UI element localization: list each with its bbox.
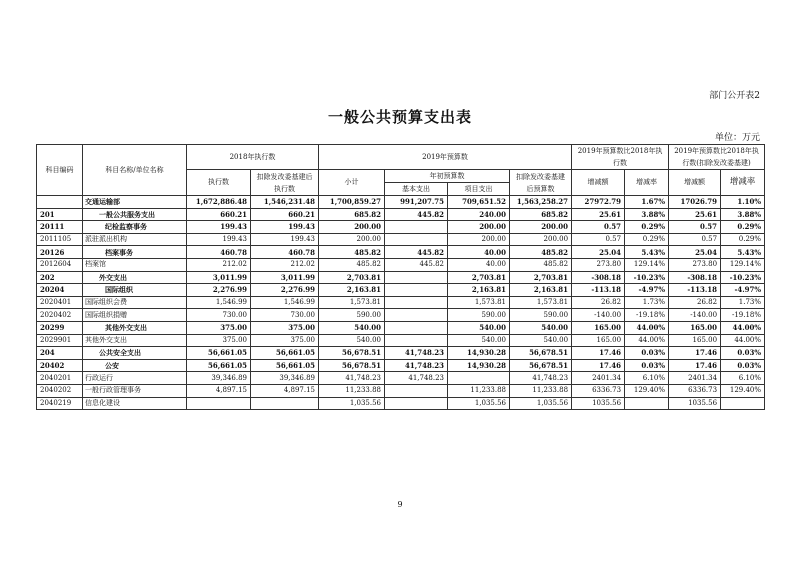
cell-compare-amount: -113.18 [572,284,625,297]
cell-2019-project [448,372,510,385]
header-compare-excl-group: 2019年预算数比2018年执行数(扣除发改委基建) [669,145,765,170]
cell-2019-basic [385,321,448,334]
cell-2018-exec-excl: 375.00 [251,334,319,347]
cell-2019-budget-excl: 11,233.88 [510,384,572,397]
cell-name: 派驻派出机构 [83,233,187,246]
cell-2019-basic: 991,207.75 [385,196,448,209]
cell-2019-project: 709,651.52 [448,196,510,209]
cell-2018-exec [187,397,251,410]
header-2019-subtotal: 小计 [319,170,385,196]
cell-2019-subtotal: 2,163.81 [319,284,385,297]
cell-compare-excl-amount: -113.18 [669,284,721,297]
cell-code: 2040202 [37,384,83,397]
cell-name: 信息化建设 [83,397,187,410]
cell-2019-basic [385,384,448,397]
cell-2018-exec-excl [251,397,319,410]
cell-compare-rate: 6.10% [625,372,669,385]
cell-2019-budget-excl: 200.00 [510,221,572,234]
cell-compare-rate: -19.18% [625,309,669,322]
table-row [37,397,765,410]
cell-2019-basic [385,296,448,309]
cell-code: 2012604 [37,258,83,271]
cell-2019-budget-excl: 2,703.81 [510,271,572,284]
cell-2019-basic: 445.82 [385,258,448,271]
cell-2019-budget-excl: 1,573.81 [510,296,572,309]
cell-2018-exec: 4,897.15 [187,384,251,397]
cell-code: 201 [37,208,83,221]
table-row [37,284,765,297]
table-row [37,233,765,246]
cell-compare-excl-amount: 273.80 [669,258,721,271]
cell-compare-amount: 17.46 [572,359,625,372]
cell-2019-budget-excl: 1,035.56 [510,397,572,410]
cell-compare-excl-rate: -10.23% [721,271,765,284]
header-2019-project: 项目支出 [448,183,510,196]
cell-2019-subtotal: 540.00 [319,334,385,347]
cell-compare-amount: 17.46 [572,347,625,360]
cell-compare-amount: 165.00 [572,334,625,347]
cell-compare-excl-rate: 1.10% [721,196,765,209]
cell-2018-exec: 39,346.89 [187,372,251,385]
cell-compare-rate: 0.03% [625,347,669,360]
header-compare-excl-amount: 增减额 [669,170,721,196]
cell-name: 一般公共服务支出 [83,208,187,221]
cell-2019-project: 1,573.81 [448,296,510,309]
cell-2019-budget-excl: 2,163.81 [510,284,572,297]
page-title: 一般公共预算支出表 [327,108,472,126]
cell-compare-excl-amount: 25.04 [669,246,721,259]
cell-2019-basic [385,397,448,410]
cell-2019-subtotal: 685.82 [319,208,385,221]
cell-code: 2011105 [37,233,83,246]
cell-2018-exec-excl: 730.00 [251,309,319,322]
cell-compare-excl-rate: 0.03% [721,359,765,372]
cell-compare-rate: 129.14% [625,258,669,271]
cell-name: 公共安全支出 [83,347,187,360]
cell-code: 20126 [37,246,83,259]
cell-2018-exec: 2,276.99 [187,284,251,297]
cell-2019-project: 200.00 [448,221,510,234]
cell-code [37,196,83,209]
cell-compare-excl-rate: 5.43% [721,246,765,259]
table-row [37,258,765,271]
cell-compare-excl-amount: 17.46 [669,347,721,360]
cell-compare-rate: -4.97% [625,284,669,297]
header-2019-budget-excl: 扣除发改委基建后预算数 [510,170,572,196]
cell-compare-amount: 273.80 [572,258,625,271]
unit-label: 单位：万元 [714,133,760,143]
cell-name: 纪检监察事务 [83,221,187,234]
cell-2019-basic [385,309,448,322]
cell-2018-exec-excl: 199.43 [251,221,319,234]
cell-2019-basic [385,334,448,347]
cell-compare-rate: 44.00% [625,321,669,334]
cell-2019-budget-excl: 41,748.23 [510,372,572,385]
cell-2018-exec: 56,661.05 [187,347,251,360]
cell-compare-excl-amount: -140.00 [669,309,721,322]
cell-2019-subtotal: 485.82 [319,246,385,259]
cell-compare-amount: 0.57 [572,221,625,234]
cell-compare-excl-rate: 44.00% [721,321,765,334]
cell-2019-subtotal: 485.82 [319,258,385,271]
table-row [37,321,765,334]
cell-2019-budget-excl: 590.00 [510,309,572,322]
cell-2019-budget-excl: 485.82 [510,246,572,259]
table-row [37,309,765,322]
table-row [37,208,765,221]
cell-code: 20402 [37,359,83,372]
cell-2018-exec: 56,661.05 [187,359,251,372]
cell-compare-amount: 165.00 [572,321,625,334]
cell-code: 20111 [37,221,83,234]
cell-compare-excl-amount: 165.00 [669,321,721,334]
header-name: 科目名称/单位名称 [83,145,187,196]
cell-compare-amount: 25.61 [572,208,625,221]
cell-2018-exec-excl: 375.00 [251,321,319,334]
cell-2018-exec-excl: 39,346.89 [251,372,319,385]
cell-2019-budget-excl: 1,563,258.27 [510,196,572,209]
cell-code: 2020401 [37,296,83,309]
cell-compare-excl-rate: 129.40% [721,384,765,397]
header-code: 科目编码 [37,145,83,196]
table-row [37,221,765,234]
cell-2019-subtotal: 11,233.88 [319,384,385,397]
cell-compare-amount: 6336.73 [572,384,625,397]
cell-2019-subtotal: 41,748.23 [319,372,385,385]
cell-compare-excl-amount: 2401.34 [669,372,721,385]
cell-code: 2020402 [37,309,83,322]
cell-compare-amount: 2401.34 [572,372,625,385]
cell-2019-subtotal: 2,703.81 [319,271,385,284]
table-row [37,271,765,284]
cell-name: 其他外交支出 [83,334,187,347]
cell-compare-excl-amount: 17026.79 [669,196,721,209]
cell-compare-amount: 26.82 [572,296,625,309]
cell-2019-basic: 445.82 [385,246,448,259]
cell-compare-excl-rate: 0.29% [721,233,765,246]
cell-compare-excl-amount: 17.46 [669,359,721,372]
cell-2018-exec: 212.02 [187,258,251,271]
cell-2018-exec: 375.00 [187,334,251,347]
table-row [37,246,765,259]
cell-name: 档案馆 [83,258,187,271]
cell-name: 国际组织会费 [83,296,187,309]
cell-name: 国际组织 [83,284,187,297]
cell-compare-excl-rate: 0.29% [721,221,765,234]
cell-2019-project: 2,703.81 [448,271,510,284]
table-row [37,372,765,385]
header-2019-budget-group: 2019年预算数 [319,145,572,170]
cell-compare-amount: 1035.56 [572,397,625,410]
cell-2019-basic [385,233,448,246]
cell-2019-basic [385,284,448,297]
cell-2018-exec-excl: 460.78 [251,246,319,259]
cell-compare-excl-rate: -19.18% [721,309,765,322]
cell-2018-exec: 1,546.99 [187,296,251,309]
cell-compare-rate: 3.88% [625,208,669,221]
cell-2019-project: 540.00 [448,321,510,334]
cell-compare-excl-amount: 165.00 [669,334,721,347]
cell-2019-subtotal: 1,035.56 [319,397,385,410]
cell-compare-rate: -10.23% [625,271,669,284]
cell-code: 204 [37,347,83,360]
cell-2019-subtotal: 540.00 [319,321,385,334]
cell-compare-excl-rate: -4.97% [721,284,765,297]
cell-2019-project: 40.00 [448,258,510,271]
cell-2019-subtotal: 1,573.81 [319,296,385,309]
cell-2019-project: 590.00 [448,309,510,322]
cell-compare-amount: 27972.79 [572,196,625,209]
cell-2018-exec: 1,672,886.48 [187,196,251,209]
cell-name: 一般行政管理事务 [83,384,187,397]
cell-2018-exec: 3,011.99 [187,271,251,284]
cell-2018-exec-excl: 2,276.99 [251,284,319,297]
cell-2019-project: 14,930.28 [448,359,510,372]
cell-2019-basic: 41,748.23 [385,372,448,385]
cell-compare-excl-amount: 26.82 [669,296,721,309]
cell-code: 2040201 [37,372,83,385]
cell-2018-exec: 199.43 [187,233,251,246]
cell-2019-budget-excl: 56,678.51 [510,347,572,360]
cell-compare-excl-rate: 6.10% [721,372,765,385]
cell-2018-exec-excl: 4,897.15 [251,384,319,397]
cell-2019-subtotal: 56,678.51 [319,347,385,360]
cell-compare-excl-amount: 6336.73 [669,384,721,397]
cell-compare-amount: 25.04 [572,246,625,259]
header-compare-excl-rate: 增减率 [721,170,765,196]
cell-2019-basic: 41,748.23 [385,347,448,360]
cell-2019-budget-excl: 485.82 [510,258,572,271]
cell-2019-budget-excl: 540.00 [510,334,572,347]
cell-compare-excl-amount: 0.57 [669,221,721,234]
header-compare-rate: 增减率 [625,170,669,196]
cell-2019-project: 200.00 [448,233,510,246]
cell-compare-rate: 44.00% [625,334,669,347]
cell-compare-rate: 1.67% [625,196,669,209]
cell-2018-exec-excl: 1,546,231.48 [251,196,319,209]
budget-table [36,144,765,410]
cell-compare-excl-amount: 25.61 [669,208,721,221]
table-row [37,359,765,372]
cell-2018-exec-excl: 56,661.05 [251,359,319,372]
table-number-label: 部门公开表2 [709,91,760,101]
cell-2019-subtotal: 200.00 [319,221,385,234]
header-2018-exec-excl: 扣除发改委基建后执行数 [251,170,319,196]
cell-2018-exec: 199.43 [187,221,251,234]
header-compare-amount: 增减额 [572,170,625,196]
table-row [37,296,765,309]
cell-compare-rate: 129.40% [625,384,669,397]
header-2019-basic: 基本支出 [385,183,448,196]
cell-compare-excl-amount: 1035.56 [669,397,721,410]
table-row [37,196,765,209]
cell-2019-project: 2,163.81 [448,284,510,297]
table-row [37,347,765,360]
cell-name: 交通运输部 [83,196,187,209]
cell-compare-amount: -140.00 [572,309,625,322]
cell-compare-amount: -308.18 [572,271,625,284]
cell-2019-project: 1,035.56 [448,397,510,410]
cell-2019-project: 11,233.88 [448,384,510,397]
cell-2018-exec: 730.00 [187,309,251,322]
table-row [37,334,765,347]
cell-compare-excl-rate: 129.14% [721,258,765,271]
cell-2019-budget-excl: 685.82 [510,208,572,221]
cell-2019-subtotal: 200.00 [319,233,385,246]
cell-compare-excl-rate [721,397,765,410]
cell-code: 202 [37,271,83,284]
cell-compare-excl-amount: 0.57 [669,233,721,246]
cell-2018-exec-excl: 56,661.05 [251,347,319,360]
cell-code: 20204 [37,284,83,297]
cell-compare-rate: 5.43% [625,246,669,259]
cell-2018-exec-excl: 1,546.99 [251,296,319,309]
cell-2018-exec: 660.21 [187,208,251,221]
cell-compare-rate: 1.73% [625,296,669,309]
cell-2019-subtotal: 590.00 [319,309,385,322]
cell-2019-project: 240.00 [448,208,510,221]
cell-2019-budget-excl: 56,678.51 [510,359,572,372]
cell-compare-excl-amount: -308.18 [669,271,721,284]
cell-compare-amount: 0.57 [572,233,625,246]
table-row [37,384,765,397]
cell-compare-rate: 0.29% [625,233,669,246]
cell-code: 2040219 [37,397,83,410]
cell-name: 其他外交支出 [83,321,187,334]
cell-2018-exec-excl: 3,011.99 [251,271,319,284]
cell-compare-excl-rate: 3.88% [721,208,765,221]
header-2018-exec: 执行数 [187,170,251,196]
cell-2019-budget-excl: 200.00 [510,233,572,246]
cell-2019-basic: 445.82 [385,208,448,221]
cell-compare-excl-rate: 1.73% [721,296,765,309]
cell-code: 20299 [37,321,83,334]
cell-2018-exec: 375.00 [187,321,251,334]
cell-2018-exec-excl: 212.02 [251,258,319,271]
cell-2019-project: 40.00 [448,246,510,259]
cell-compare-rate: 0.29% [625,221,669,234]
cell-code: 2029901 [37,334,83,347]
cell-name: 行政运行 [83,372,187,385]
header-2018-exec-group: 2018年执行数 [187,145,319,170]
cell-name: 外交支出 [83,271,187,284]
cell-compare-excl-rate: 44.00% [721,334,765,347]
cell-2019-subtotal: 56,678.51 [319,359,385,372]
cell-2019-basic [385,221,448,234]
cell-2019-budget-excl: 540.00 [510,321,572,334]
cell-2019-subtotal: 1,700,859.27 [319,196,385,209]
cell-compare-rate: 0.03% [625,359,669,372]
cell-name: 档案事务 [83,246,187,259]
header-compare-group: 2019年预算数比2018年执行数 [572,145,669,170]
cell-2018-exec-excl: 199.43 [251,233,319,246]
cell-compare-rate [625,397,669,410]
page-number: 9 [397,500,403,509]
cell-compare-excl-rate: 0.03% [721,347,765,360]
cell-2018-exec-excl: 660.21 [251,208,319,221]
cell-name: 公安 [83,359,187,372]
cell-2019-basic [385,271,448,284]
cell-2019-project: 540.00 [448,334,510,347]
header-2019-initial: 年初预算数 [385,170,510,183]
cell-2019-basic: 41,748.23 [385,359,448,372]
cell-2019-project: 14,930.28 [448,347,510,360]
cell-2018-exec: 460.78 [187,246,251,259]
cell-name: 国际组织捐赠 [83,309,187,322]
